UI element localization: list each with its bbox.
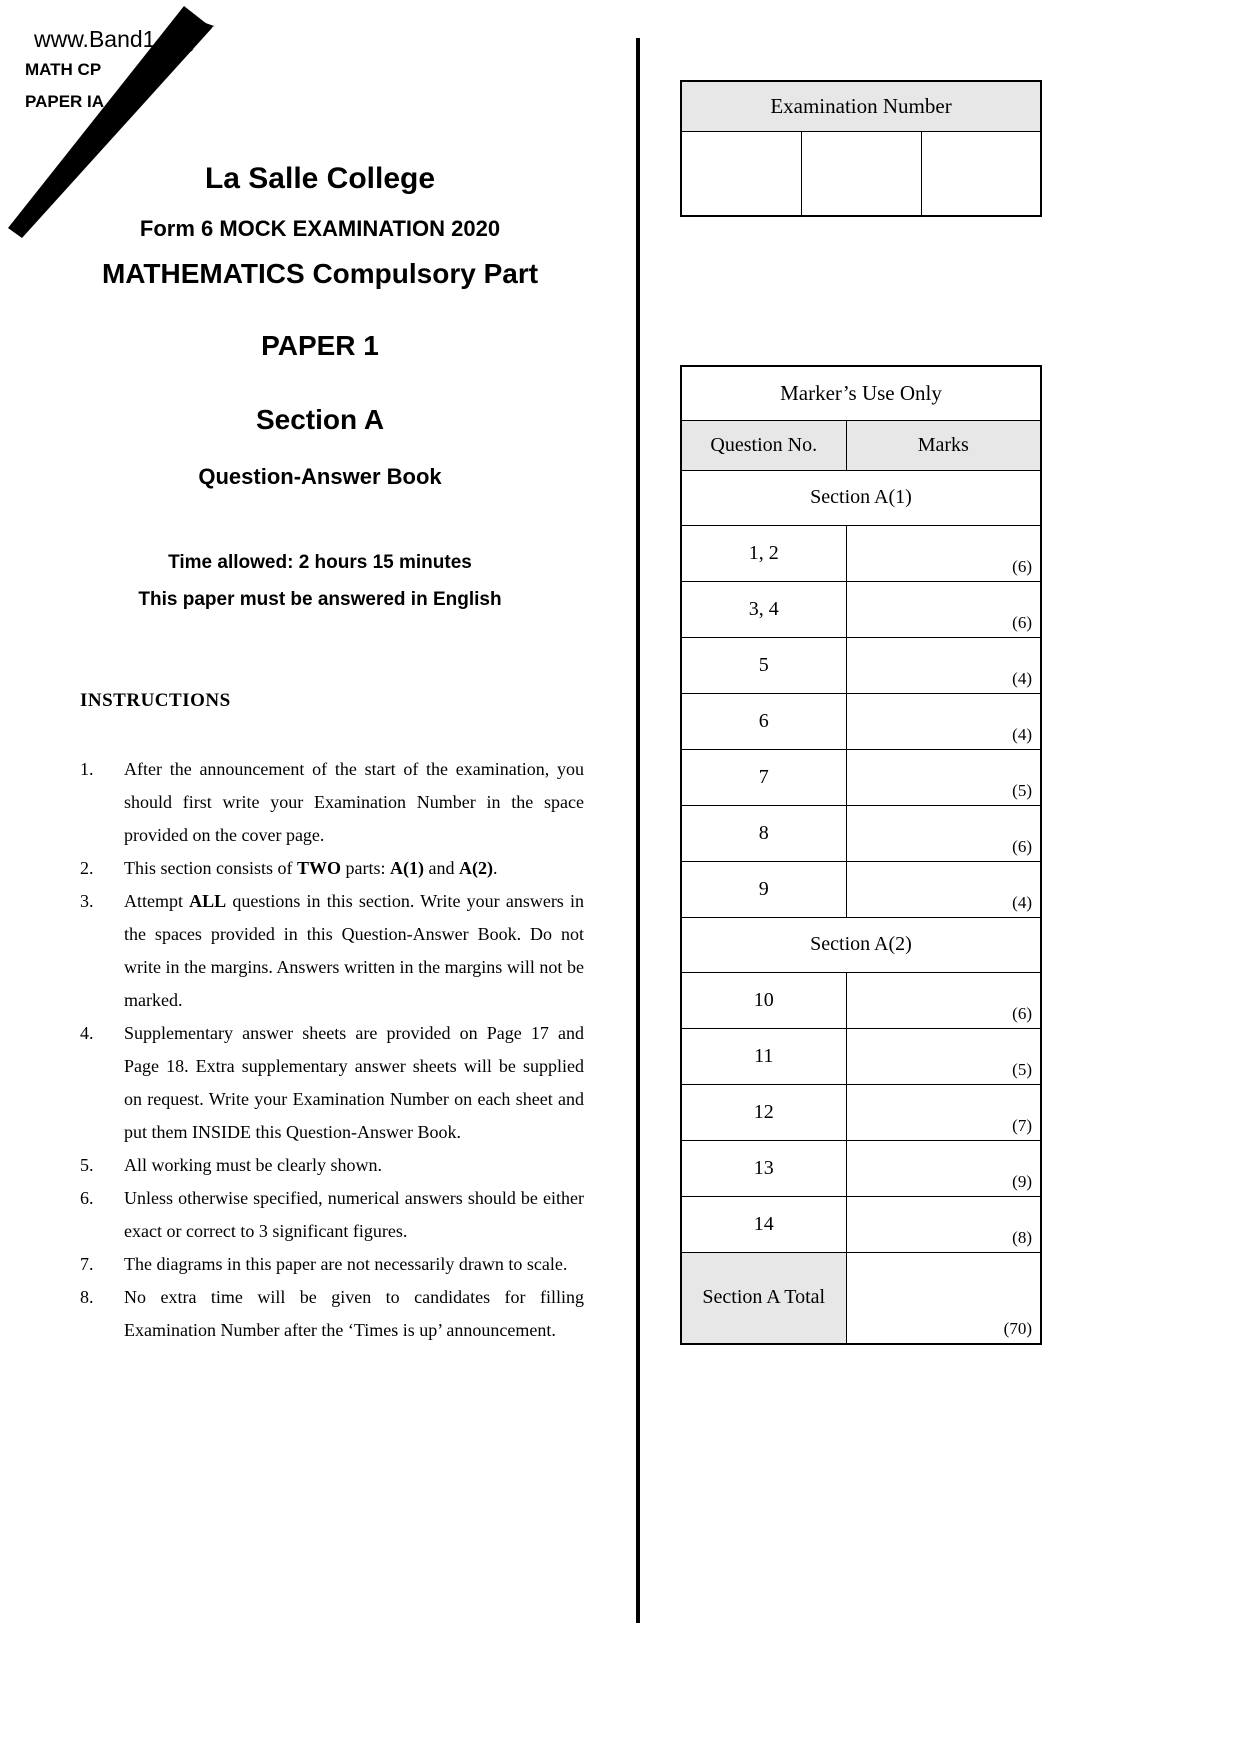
section-a-total-marks-cell [846,1252,1041,1344]
marks-cell [846,805,1041,861]
paper-number: PAPER 1 [261,330,379,361]
instruction-number: 2. [80,858,94,878]
instruction-number: 3. [80,891,94,911]
max-marks-value: (6) [1012,556,1032,576]
examination-number-cells [681,131,1041,216]
paper-code-paper-1a: PAPER IA [25,92,105,111]
instruction-text: This section consists of TWO parts: A(1) and A(2). [124,858,498,878]
examination-number-cell-2 [801,131,921,216]
examination-number-table [680,80,1042,217]
max-marks-value: (5) [1012,1059,1032,1079]
max-marks-value: (9) [1012,1171,1032,1191]
marks-cell [846,1196,1041,1252]
marks-cell [846,581,1041,637]
book-type: Question-Answer Book [198,464,442,489]
instruction-text: After the announcement of the start of the examination, you should first write your Examination Number in the space provided on the cover page. [124,759,584,845]
marks-cell [846,972,1041,1028]
instruction-text: No extra time will be given to candidates for filling Examination Number after the ‘Times is up’ announcement. [124,1287,584,1340]
instruction-text: Attempt ALL questions in this section. Write your answers in the spaces provided in this Question-Answer Book. Do not write in the margins. Answers written in the margins will not be marked. [124,891,584,1010]
instruction-item-4 [80,1017,584,1149]
marker-use-table [680,365,1042,1345]
title-block [20,162,620,490]
marks-cell [846,525,1041,581]
marker-table-title: Marker’s Use Only [681,366,1041,420]
question-no-cell: 7 [681,749,846,805]
instruction-item-5 [80,1149,584,1182]
instruction-text: Unless otherwise specified, numerical answers should be either exact or correct to 3 significant figures. [124,1188,584,1241]
instruction-text: Supplementary answer sheets are provided on Page 17 and Page 18. Extra supplementary answer sheets will be supplied on request. Write your Examination Number on each sheet and put them INSIDE this Question-Answer Book. [124,1023,584,1142]
question-no-cell: 12 [681,1084,846,1140]
time-block [20,552,620,611]
instruction-number: 7. [80,1254,94,1274]
subject-title: MATHEMATICS Compulsory Part [101,258,539,289]
section-a-total-marks-value: (70) [1003,1319,1032,1338]
instruction-text: All working must be clearly shown. [124,1155,382,1175]
max-marks-value: (4) [1012,892,1032,912]
instruction-number: 5. [80,1155,94,1175]
instruction-text: The diagrams in this paper are not necessarily drawn to scale. [124,1254,568,1274]
watermark: www.Band1.org [34,26,196,52]
school-name: La Salle College [204,162,436,195]
question-no-cell: 10 [681,972,846,1028]
section-a-total-label: Section A Total [681,1252,846,1344]
question-no-cell: 11 [681,1028,846,1084]
marks-cell [846,1084,1041,1140]
question-no-cell: 1, 2 [681,525,846,581]
section-label-2: Section A(2) [681,917,1041,972]
column-header-question-no: Question No. [681,420,846,470]
max-marks-value: (8) [1012,1227,1032,1247]
instruction-item-1 [80,753,584,852]
instruction-item-6 [80,1182,584,1248]
section-title: Section A [255,404,385,435]
question-no-cell: 8 [681,805,846,861]
marks-cell [846,1140,1041,1196]
max-marks-value: (4) [1012,724,1032,744]
examination-number-cell-3 [921,131,1041,216]
max-marks-value: (6) [1012,836,1032,856]
question-no-cell: 6 [681,693,846,749]
instruction-number: 4. [80,1023,94,1043]
time-allowed: Time allowed: 2 hours 15 minutes [168,552,472,573]
question-no-cell: 14 [681,1196,846,1252]
question-no-cell: 9 [681,861,846,917]
marks-cell [846,637,1041,693]
marks-cell [846,693,1041,749]
paper-code-math-cp: MATH CP [25,60,102,79]
section-label-1: Section A(1) [681,470,1041,525]
max-marks-value: (5) [1012,780,1032,800]
max-marks-value: (6) [1012,612,1032,632]
instruction-item-8 [80,1281,584,1347]
instruction-item-7 [80,1248,584,1281]
instruction-number: 1. [80,759,94,779]
question-no-cell: 5 [681,637,846,693]
instruction-item-3 [80,885,584,1017]
instruction-number: 6. [80,1188,94,1208]
instruction-number: 8. [80,1287,94,1307]
language-note: This paper must be answered in English [138,589,502,610]
marks-cell [846,1028,1041,1084]
marks-cell [846,749,1041,805]
max-marks-value: (4) [1012,668,1032,688]
instructions-list [80,753,584,1347]
max-marks-value: (7) [1012,1115,1032,1135]
question-no-cell: 13 [681,1140,846,1196]
column-header-marks: Marks [846,420,1041,470]
examination-number-label: Examination Number [681,81,1041,131]
examination-number-cell-1 [681,131,801,216]
instruction-item-2 [80,852,584,885]
instructions-heading: INSTRUCTIONS [80,690,231,711]
marks-cell [846,861,1041,917]
question-no-cell: 3, 4 [681,581,846,637]
vertical-divider [636,38,640,1623]
exam-title: Form 6 MOCK EXAMINATION 2020 [139,216,501,241]
max-marks-value: (6) [1012,1003,1032,1023]
